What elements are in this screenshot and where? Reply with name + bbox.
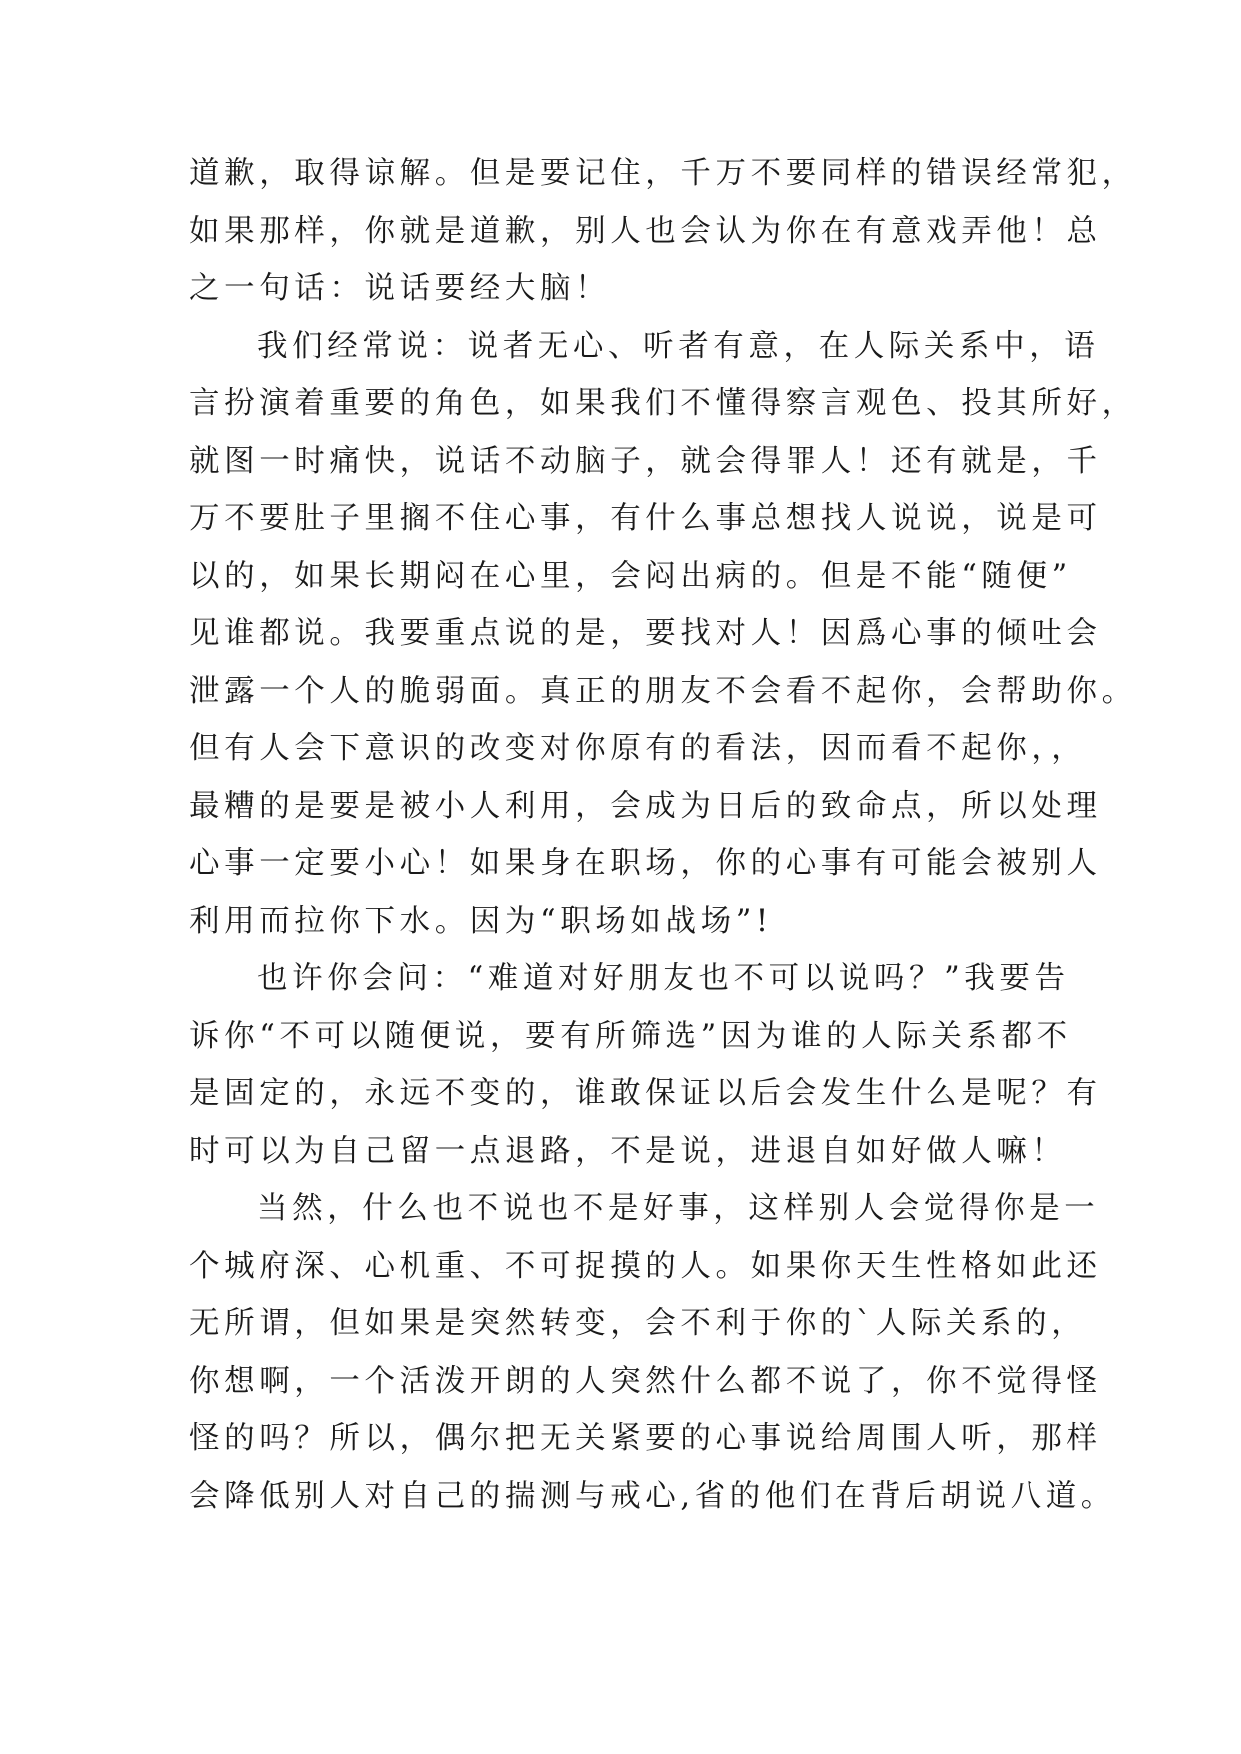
text-line: 是固定的，永远不变的，谁敢保证以后会发生什么是呢？有 [189, 1076, 1102, 1111]
text-line: 会降低别人对自己的揣测与戒心,省的他们在背后胡说八道。 [189, 1478, 1116, 1514]
text-line: 个城府深、心机重、不可捉摸的人。如果你天生性格如此还 [189, 1248, 1102, 1284]
paragraph-first-line: 我们经常说：说者无心、听者有意，在人际关系中，语 [257, 328, 1100, 364]
text-line: 就图一时痛快，说话不动脑子，就会得罪人！还有就是，千 [189, 443, 1102, 479]
text-line: 你想啊，一个活泼开朗的人突然什么都不说了，你不觉得怪 [189, 1363, 1102, 1399]
text-line: 时可以为自己留一点退路，不是说，进退自如好做人嘛！ [189, 1133, 1067, 1169]
body-text [189, 145, 1137, 1525]
text-line: 见谁都说。我要重点说的是，要找对人！因爲心事的倾吐会 [189, 616, 1102, 651]
text-line: 泄露一个人的脆弱面。真正的朋友不会看不起你，会帮助你。 [189, 673, 1137, 709]
text-line: 无所谓，但如果是突然转变，会不利于你的`人际关系的， [189, 1306, 1087, 1341]
text-line: 万不要肚子里搁不住心事，有什么事总想找人说说，说是可 [189, 501, 1102, 536]
text-line: 言扮演着重要的角色，如果我们不懂得察言观色、投其所好， [189, 386, 1137, 421]
text-line: 心事一定要小心！如果身在职场，你的心事有可能会被别人 [189, 846, 1102, 881]
text-line: 如果那样，你就是道歉，别人也会认为你在有意戏弄他！总 [189, 213, 1102, 249]
text-line: 怪的吗？所以，偶尔把无关紧要的心事说给周围人听，那样 [189, 1421, 1102, 1456]
text-line: 但有人会下意识的改变对你原有的看法，因而看不起你，， [189, 731, 1087, 766]
paragraph-first-line: 当然，什么也不说也不是好事，这样别人会觉得你是一 [257, 1191, 1100, 1226]
paragraph-first-line: 也许你会问：“难道对好朋友也不可以说吗？”我要告 [257, 961, 1070, 996]
text-line: 诉你“不可以随便说，要有所筛选”因为谁的人际关系都不 [189, 1018, 1072, 1054]
text-line: 以的，如果长期闷在心里，会闷出病的。但是不能“随便” [189, 558, 1072, 594]
text-line: 道歉，取得谅解。但是要记住，千万不要同样的错误经常犯， [189, 156, 1137, 191]
text-line: 利用而拉你下水。因为“职场如战场”! [189, 903, 773, 939]
text-line: 最糟的是要是被小人利用，会成为日后的致命点，所以处理 [189, 788, 1102, 824]
text-line: 之一句话：说话要经大脑！ [189, 271, 611, 306]
